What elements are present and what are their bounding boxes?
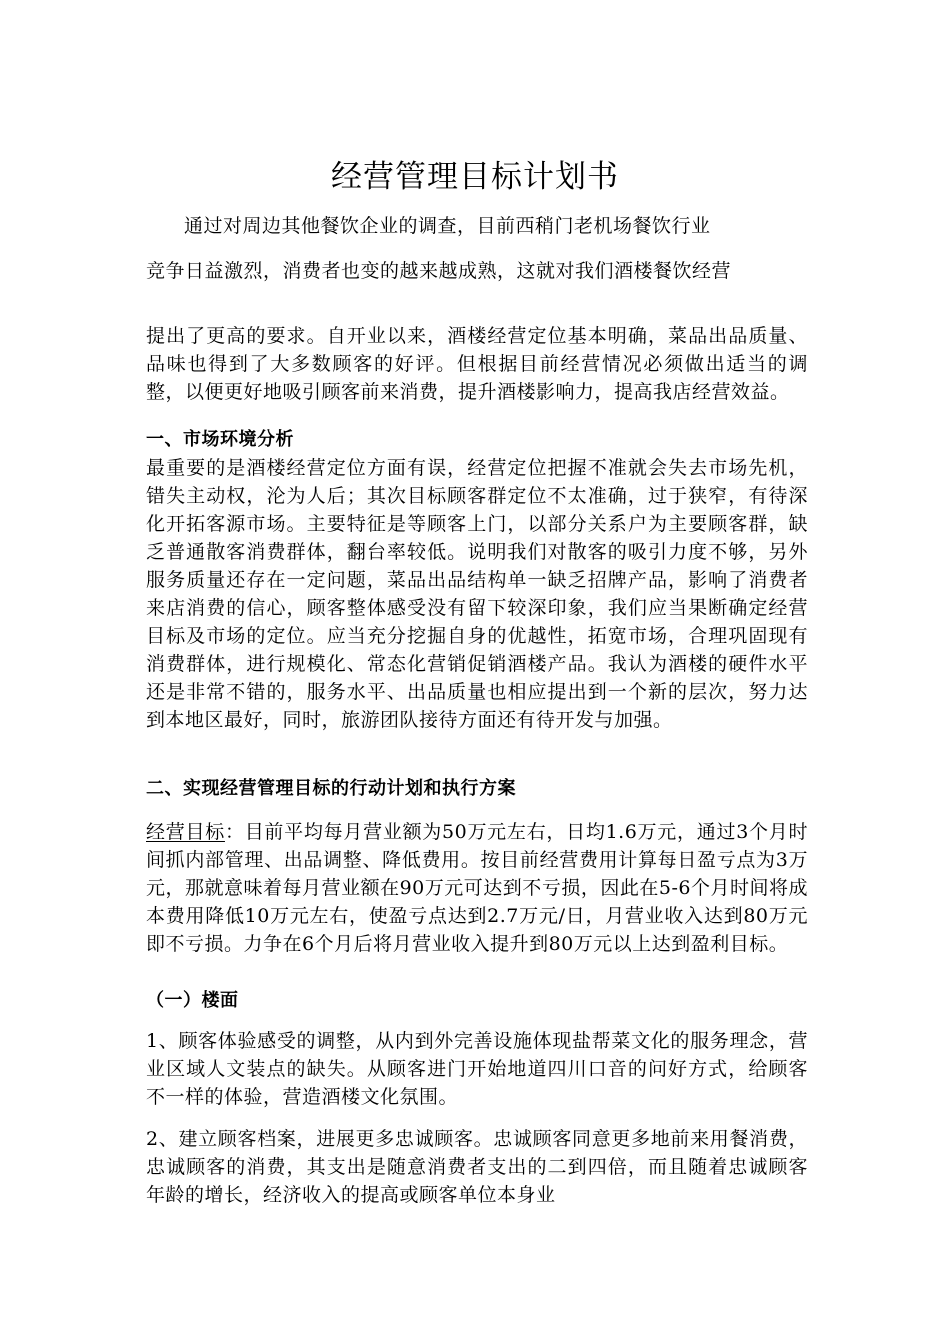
goal-label: 经营目标: [146, 821, 225, 843]
subsection-1-item-1: 1、顾客体验感受的调整，从内到外完善设施体现盐帮菜文化的服务理念，营业区域人文装点的缺失。从顾客进门开始地道四川口音的问好方式，给顾客不一样的体验，营造酒楼文化氛围。: [146, 1030, 808, 1108]
section-2-heading: 二、实现经营管理目标的行动计划和执行方案: [146, 778, 516, 799]
document-title: 经营管理目标计划书: [331, 159, 619, 195]
section-1-body: 最重要的是酒楼经营定位方面有误，经营定位把握不准就会失去市场先机，错失主动权，沦为人后；其次目标顾客群定位不太准确，过于狭窄，有待深化开拓客源市场。主要特征是等顾客上门，以部分关系户为主要顾客群，缺乏普通散客消费群体，翻台率较低。说明我们对散客的吸引力度不够，另外服务质量还存在一定问题，菜品出品结构单一缺乏招牌产品，影响了消费者来店消费的信心，顾客整体感受没有留下较深印象，我们应当果断确定经营目标及市场的定位。应当充分挖掘自身的优越性，拓宽市场，合理巩固现有消费群体，进行规模化、常态化营销促销酒楼产品。我认为酒楼的硬件水平还是非常不错的，服务水平、出品质量也相应提出到一个新的层次，努力达到本地区最好，同时，旅游团队接待方面还有待开发与加强。: [146, 457, 808, 731]
intro-line-2: 竞争日益激烈，消费者也变的越来越成熟，这就对我们酒楼餐饮经营: [146, 260, 732, 282]
subsection-1-item-2: 2、建立顾客档案，进展更多忠诚顾客。忠诚顾客同意更多地前来用餐消费，忠诚顾客的消费，其支出是随意消费者支出的二到四倍，而且随着忠诚顾客年龄的增长，经济收入的提高或顾客单位本身业: [146, 1128, 808, 1206]
subsection-1-heading: （一）楼面: [146, 990, 239, 1011]
intro-line-1: 通过对周边其他餐饮企业的调查，目前西稍门老机场餐饮行业: [184, 215, 711, 237]
section-1-heading: 一、市场环境分析: [146, 429, 294, 450]
intro-paragraph-2: 提出了更高的要求。自开业以来，酒楼经营定位基本明确，菜品出品质量、品味也得到了大多数顾客的好评。但根据目前经营情况必须做出适当的调整，以便更好地吸引顾客前来消费，提升酒楼影响力，提高我店经营效益。: [146, 325, 808, 403]
goal-text: ：目前平均每月营业额为50万元左右，日均1.6万元，通过3个月时间抓内部管理、出品调整、降低费用。按目前经营费用计算每日盈亏点为3万元，那就意味着每月营业额在90万元可达到不亏损，因此在5-6个月时间将成本费用降低10万元左右，使盈亏点达到2.7万元/日，月营业收入达到80万元即不亏损。力争在6个月后将月营业收入提升到80万元以上达到盈利目标。: [146, 821, 808, 955]
section-2-goal-paragraph: [146, 818, 808, 958]
